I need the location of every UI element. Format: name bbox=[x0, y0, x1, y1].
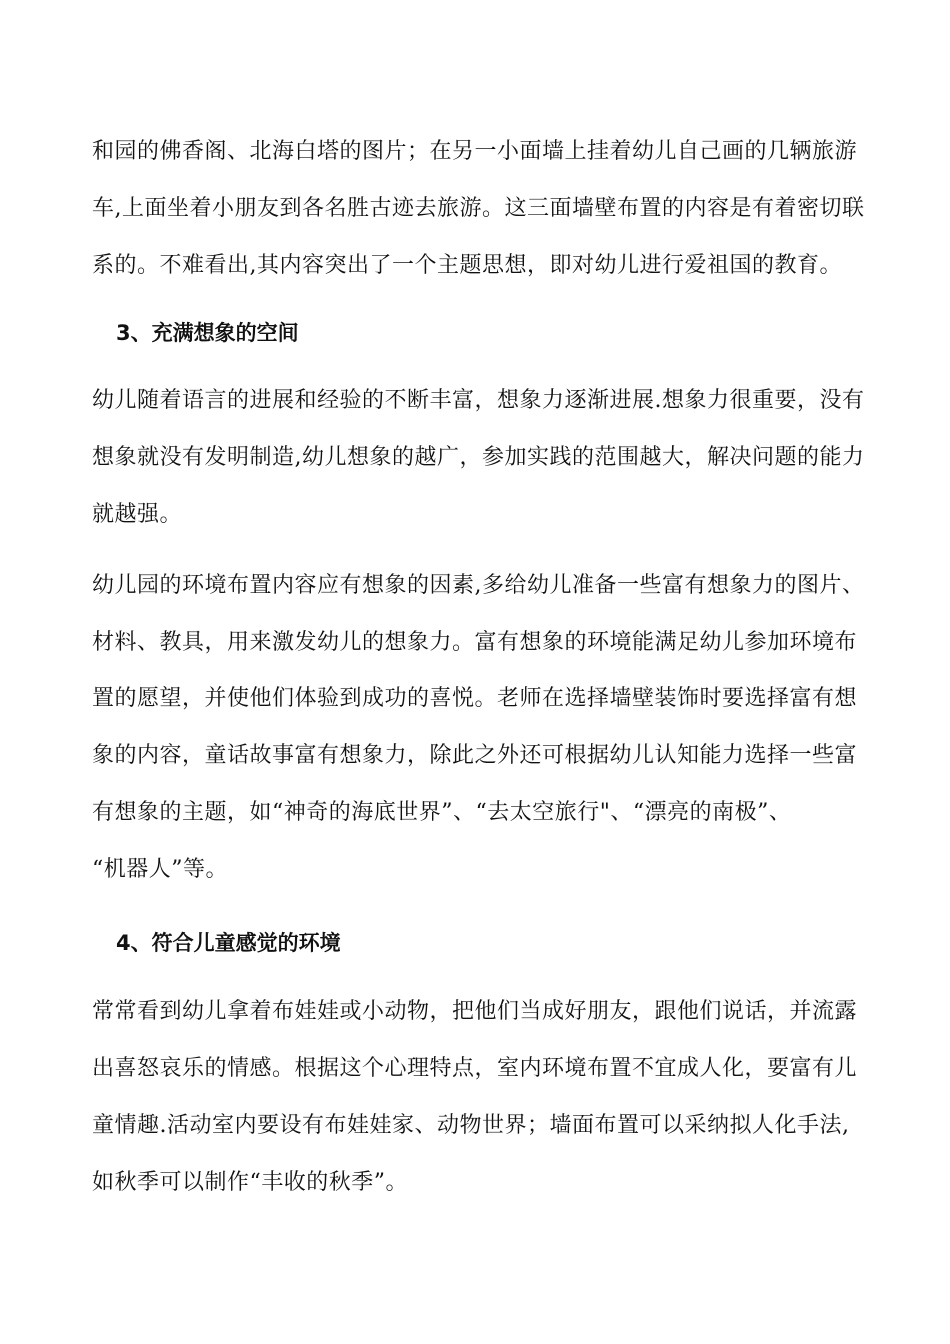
paragraph-line: 系的。不难看出,其内容突出了一个主题思想，即对幼儿进行爱祖国的教育。 bbox=[92, 253, 842, 278]
paragraph-line: 象的内容，童话故事富有想象力，除此之外还可根据幼儿认知能力选择一些富 bbox=[92, 743, 858, 768]
paragraph-line: 置的愿望，并使他们体验到成功的喜悦。老师在选择墙壁装饰时要选择富有想 bbox=[92, 686, 858, 711]
paragraph-line: 车,上面坐着小朋友到各名胜古迹去旅游。这三面墙壁布置的内容是有着密切联 bbox=[92, 196, 865, 221]
paragraph-line: 有想象的主题，如“神奇的海底世界”、“去太空旅行"、“漂亮的南极”、 bbox=[92, 800, 792, 825]
paragraph-line: 如秋季可以制作“丰收的秋季”。 bbox=[92, 1170, 408, 1195]
paragraph-line: 幼儿园的环境布置内容应有想象的因素,多给幼儿准备一些富有想象力的图片、 bbox=[92, 573, 865, 598]
paragraph-line: 常常看到幼儿拿着布娃娃或小动物，把他们当成好朋友，跟他们说话，并流露 bbox=[92, 999, 858, 1024]
section-3-heading: 3、充满想象的空间 bbox=[116, 321, 299, 345]
paragraph-line: 就越强。 bbox=[92, 502, 183, 527]
section-4-heading: 4、符合儿童感觉的环境 bbox=[116, 931, 341, 955]
paragraph-line: 材料、教具，用来激发幼儿的想象力。富有想象的环境能满足幼儿参加环境布 bbox=[92, 630, 858, 655]
paragraph-line: 想象就没有发明制造,幼儿想象的越广，参加实践的范围越大，解决问题的能力 bbox=[92, 445, 865, 470]
paragraph-line: 童情趣.活动室内要设有布娃娃家、动物世界；墙面布置可以采纳拟人化手法, bbox=[92, 1113, 850, 1138]
paragraph-line: 出喜怒哀乐的情感。根据这个心理特点，室内环境布置不宜成人化，要富有儿 bbox=[92, 1056, 858, 1081]
paragraph-line: 和园的佛香阁、北海白塔的图片；在另一小面墙上挂着幼儿自己画的几辆旅游 bbox=[92, 139, 858, 164]
paragraph-line: “机器人”等。 bbox=[92, 857, 228, 882]
paragraph-line: 幼儿随着语言的进展和经验的不断丰富，想象力逐渐进展.想象力很重要，没有 bbox=[92, 388, 865, 413]
